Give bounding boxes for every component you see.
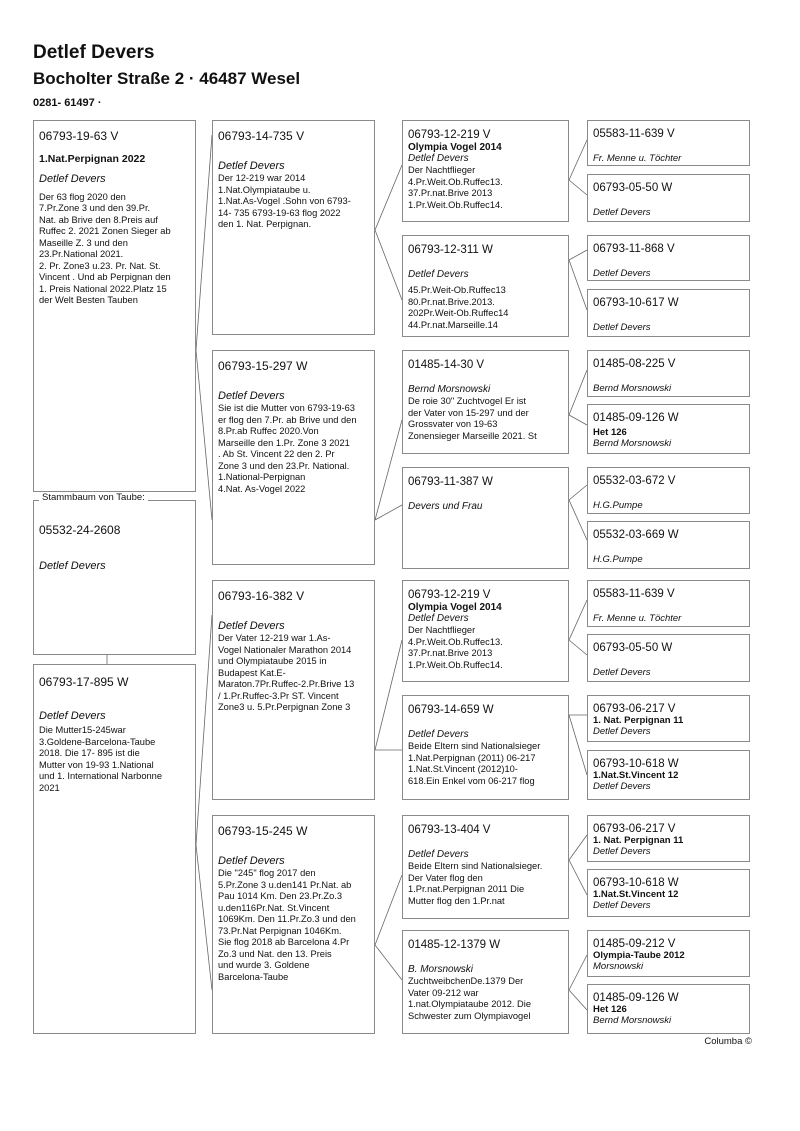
description-text: Die "245" flog 2017 den 5.Pr.Zone 3 u.den141 Pr.Nat. ab Pau 1014 Km. Den 23.Pr.Zo.3 u.den116Pr.Nat. St.Vincent 1069Km. Den 11.Pr.Zo.3 und den 73.Pr.Nat Perpignan 1046Km. Sie flog 2018 ab Barcelona 4.Pr Zo.3 und Nat. den 13. Preis und wurde 3. Goldene Barcelona-Taube <box>218 868 356 982</box>
description-text: Der Nachtflieger 4.Pr.Weit.Ob.Ruffec13. 37.Pr.nat.Brive 2013 1.Pr.Weit.Ob.Ruffec14. <box>408 165 503 210</box>
owner-name: Detlef Devers <box>593 268 651 280</box>
ring-number: 06793-05-50 W <box>593 642 673 654</box>
gen4-card-3 <box>587 235 750 281</box>
breeder-address: Bocholter Straße 2 · 46487 Wesel <box>33 69 301 88</box>
achievement-title: 1. Nat. Perpignan 11 <box>593 715 684 727</box>
gen4-card-14 <box>587 869 750 917</box>
sire-dam-card <box>212 350 375 565</box>
owner-name: Detlef Devers <box>218 854 285 867</box>
ring-number: 06793-12-311 W <box>408 244 493 256</box>
achievement-title: Olympia Vogel 2014 <box>408 602 502 614</box>
ring-number: 01485-08-225 V <box>593 358 676 370</box>
gen4-card-13 <box>587 815 750 862</box>
owner-name: Fr. Menne u. Töchter <box>593 613 682 625</box>
owner-name: Detlef Devers <box>593 900 651 912</box>
ring-number: 06793-15-297 W <box>218 359 308 373</box>
achievement-title: Olympia Vogel 2014 <box>408 142 502 154</box>
ring-number: 06793-10-618 W <box>593 758 679 770</box>
breeder-name: Detlef Devers <box>33 42 155 63</box>
ring-number: 06793-11-868 V <box>593 243 675 255</box>
ring-number: 05583-11-639 V <box>593 588 675 600</box>
owner-name: Detlef Devers <box>218 159 285 172</box>
ring-number: 06793-06-217 V <box>593 823 676 835</box>
description-text: Die Mutter15-245war 3.Goldene-Barcelona-Taube 2018. Die 17- 895 ist die Mutter von 19-93 1.National und 1. International Narbonne 2021 <box>39 725 163 793</box>
ring-number: 01485-09-126 W <box>593 412 679 424</box>
owner-name: Detlef Devers <box>593 726 651 738</box>
gen4-card-16 <box>587 984 750 1034</box>
gen3-card-2 <box>402 235 569 337</box>
ring-number: 01485-09-126 W <box>593 992 679 1004</box>
description-text: De roie 30" Zuchtvogel Er ist der Vater von 15-297 und der Grossvater von 19-63 Zonensieger Marseille 2021. St <box>408 396 537 441</box>
achievement-title: 1. Nat. Perpignan 11 <box>593 835 684 847</box>
gen3-card-7 <box>402 815 569 919</box>
owner-name: Detlef Devers <box>593 207 651 219</box>
dam-dam-card <box>212 815 375 1034</box>
dam-sire-card <box>212 580 375 800</box>
gen4-card-12 <box>587 750 750 800</box>
ring-number: 06793-17-895 W <box>39 675 129 689</box>
gen4-card-11 <box>587 695 750 742</box>
gen4-card-1 <box>587 120 750 166</box>
gen4-card-7 <box>587 467 750 514</box>
achievement-title: Het 126 <box>593 1004 627 1016</box>
ring-number: 06793-14-735 V <box>218 129 305 143</box>
footer-credit: Columba © <box>704 1036 752 1047</box>
gen4-card-9 <box>587 580 750 627</box>
ring-number: 06793-14-659 W <box>408 704 494 716</box>
owner-name: Detlef Devers <box>408 613 469 625</box>
ring-number: 06793-19-63 V <box>39 129 119 143</box>
ring-number: 06793-11-387 W <box>408 476 493 488</box>
ring-number: 05583-11-639 V <box>593 128 675 140</box>
achievement-title: Het 126 <box>593 427 627 439</box>
gen4-card-15 <box>587 930 750 977</box>
gen3-card-4 <box>402 467 569 569</box>
stammbaum-card <box>33 500 196 655</box>
ring-number: 06793-12-219 V <box>408 129 491 141</box>
owner-name: Detlef Devers <box>593 667 651 679</box>
gen3-card-1 <box>402 120 569 222</box>
owner-name: Bernd Morsnowski <box>408 384 491 396</box>
gen4-card-4 <box>587 289 750 337</box>
gen4-card-5 <box>587 350 750 397</box>
ring-number: 06793-06-217 V <box>593 703 676 715</box>
owner-name: Bernd Morsnowski <box>593 438 672 450</box>
owner-name: Detlef Devers <box>218 619 285 632</box>
ring-number: 01485-14-30 V <box>408 359 485 371</box>
gen4-card-10 <box>587 634 750 682</box>
achievement-title: Olympia-Taube 2012 <box>593 950 685 962</box>
owner-name: B. Morsnowski <box>408 964 474 976</box>
description-text: Der Vater 12-219 war 1.As- Vogel Nationaler Marathon 2014 und Olympiataube 2015 in Budapest Kat.E- Maraton.7Pr.Ruffec-2.Pr.Brive 13 / 1.Pr.Ruffec-3.Pr ST. Vincent Zone3 u. 5.Pr.Perpignan Zone 3 <box>218 633 355 713</box>
description-text: Sie ist die Mutter von 6793-19-63 er flog den 7.Pr. ab Brive und den 8.Pr.ab Ruffec 2020.Von Marseille den 1.Pr. Zone 3 2021 . Ab St. Vincent 22 den 2. Pr Zone 3 und den 23.Pr. National. 1.National-Perpignan 4.Nat. As-Vogel 2022 <box>218 403 357 494</box>
owner-name: Detlef Devers <box>408 849 469 861</box>
achievement-title: 1.Nat.Perpignan 2022 <box>39 152 146 165</box>
owner-name: Detlef Devers <box>39 559 106 572</box>
owner-name: Bernd Morsnowski <box>593 1015 672 1027</box>
description-text: Der 63 flog 2020 den 7.Pr.Zone 3 und den 39.Pr. Nat. ab Brive den 8.Preis auf Ruffec 2. 2021 Zonen Sieger ab Maseille Z. 3 und den 23.Pr.National 2021. 2. Pr. Zone3 u.23. Pr. Nat. St. Vincent . Und ab Perpignan den 1. Preis National 2022.Platz 15 der Welt Besten Tauben <box>39 191 171 306</box>
ring-number: 06793-05-50 W <box>593 182 673 194</box>
owner-name: Detlef Devers <box>593 846 651 858</box>
ring-number: 05532-03-672 V <box>593 475 676 487</box>
owner-name: H.G.Pumpe <box>593 554 643 566</box>
description-text: Beide Eltern sind Nationalsieger. Der Vater flog den 1.Pr.nat.Perpignan 2011 Die Mutter flog den 1.Pr.nat <box>408 861 543 906</box>
owner-name: H.G.Pumpe <box>593 500 643 512</box>
gen3-card-8 <box>402 930 569 1034</box>
breeder-phone: 0281- 61497 · <box>33 97 102 109</box>
description-text: Der Nachtflieger 4.Pr.Weit.Ob.Ruffec13. 37.Pr.nat.Brive 2013 1.Pr.Weit.Ob.Ruffec14. <box>408 625 503 670</box>
achievement-title: 1.Nat.St.Vincent 12 <box>593 889 679 901</box>
subject-pigeon-card <box>33 120 196 492</box>
ring-number: 06793-13-404 V <box>408 824 491 836</box>
owner-name: Morsnowski <box>593 961 644 973</box>
owner-name: Detlef Devers <box>593 322 651 334</box>
achievement-title: 1.Nat.St.Vincent 12 <box>593 770 679 782</box>
sire-card <box>212 120 375 335</box>
gen4-card-8 <box>587 521 750 569</box>
ring-number: 06793-10-617 W <box>593 297 679 309</box>
ring-number: 05532-24-2608 <box>39 523 121 537</box>
ring-number: 01485-12-1379 W <box>408 939 501 951</box>
gen4-card-6 <box>587 404 750 454</box>
owner-name: Bernd Morsnowski <box>593 383 672 395</box>
ring-number: 06793-15-245 W <box>218 824 308 838</box>
ring-number: 01485-09-212 V <box>593 938 676 950</box>
owner-name: Detlef Devers <box>408 729 469 741</box>
mother-pigeon-card <box>33 664 196 1034</box>
gen3-card-3 <box>402 350 569 454</box>
owner-name: Detlef Devers <box>39 173 106 186</box>
owner-name: Detlef Devers <box>218 389 285 402</box>
ring-number: 06793-12-219 V <box>408 589 491 601</box>
description-text: Der 12-219 war 2014 1.Nat.Olympiataube u. 1.Nat.As-Vogel .Sohn von 6793- 14- 735 6793-19-63 flog 2022 den 1. Nat. Perpignan. <box>218 173 351 230</box>
ring-number: 06793-16-382 V <box>218 589 305 603</box>
owner-name: Devers und Frau <box>408 501 483 513</box>
gen3-card-5 <box>402 580 569 682</box>
ring-number: 05532-03-669 W <box>593 529 679 541</box>
gen4-card-2 <box>587 174 750 222</box>
owner-name: Detlef Devers <box>408 153 469 165</box>
description-text: 45.Pr.Weit-Ob.Ruffec13 80.Pr.nat.Brive.2013. 202Pr.Weit-Ob.Ruffec14 44.Pr.nat.Marseille.14 <box>408 285 509 330</box>
description-text: Beide Eltern sind Nationalsieger 1.Nat.Perpignan (2011) 06-217 1.Nat.St.Vincent (2012)10- 618.Ein Enkel vom 06-217 flog <box>408 741 541 786</box>
ring-number: 06793-10-618 W <box>593 877 679 889</box>
owner-name: Detlef Devers <box>593 781 651 793</box>
owner-name: Detlef Devers <box>39 709 106 722</box>
owner-name: Detlef Devers <box>408 269 469 281</box>
gen3-card-6 <box>402 695 569 800</box>
owner-name: Fr. Menne u. Töchter <box>593 153 682 165</box>
pedigree-of-label: Stammbaum von Taube: <box>39 492 148 503</box>
description-text: ZuchtweibchenDe.1379 Der Vater 09-212 war 1.nat.Olympiataube 2012. Die Schwester zum Olympiavogel <box>408 976 532 1021</box>
